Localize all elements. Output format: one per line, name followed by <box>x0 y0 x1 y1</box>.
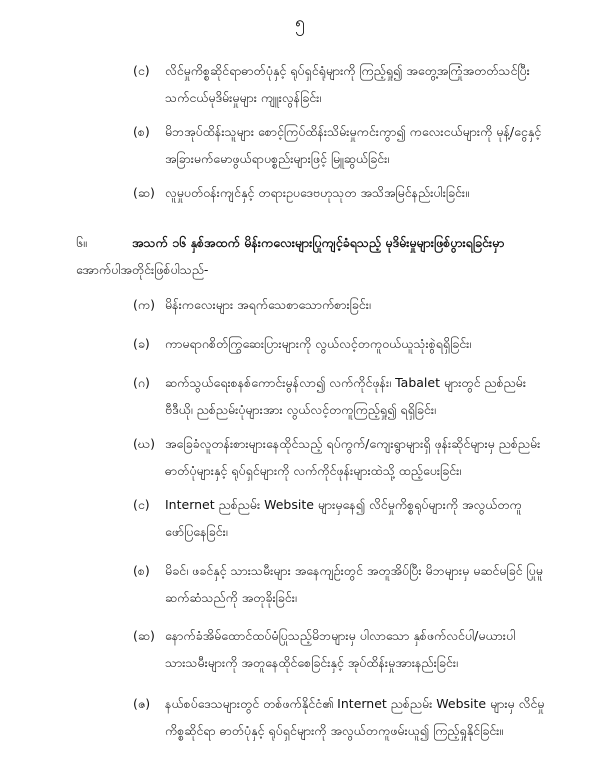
item-text: နယ်စပ်ဒေသများတွင် တစ်ဖက်နိုင်ငံ၏ Internet ညစ်ညမ်း Website များမှ လိင်မှု ကိစ္စဆိုင်ရာ ဓာတ်ပုံနှင့် ရုပ်ရှင်များကို အလွယ်တကူဖမ်းယူ၍ ကြည့်ရှုနိုင်ခြင်း။ <box>165 696 545 738</box>
item-marker: (ဆ) <box>133 185 155 200</box>
item-text: မိဘအုပ်ထိန်းသူများ စောင့်ကြပ်ထိန်းသိမ်းမှုကင်းကွာ၍ ကလေးငယ်များကို မုန့်/ငွေနှင့် အခြားမက်မောဖွယ်ရာပစ္စည်းများဖြင့် မြူဆွယ်ခြင်း၊ <box>165 124 542 166</box>
section-number: ၆။ <box>76 235 87 250</box>
item-marker: (ဃ) <box>133 436 155 451</box>
section-heading-line <box>76 229 554 283</box>
item-marker: (င) <box>133 63 150 78</box>
item-text: Internet ညစ်ညမ်း Website များမှနေ၍ လိင်မှုကိစ္စရုပ်များကို အလွယ်တကူ ဖော်ပြနေခြင်း၊ <box>165 497 522 539</box>
section-continuation: အောက်ပါအတိုင်းဖြစ်ပါသည်- <box>76 262 209 277</box>
item-text: လိင်မှုကိစ္စဆိုင်ရာဓာတ်ပုံနှင့် ရုပ်ရှင်ရုံများကို ကြည့်ရှု၍ အတွေ့အကြုံအတတ်သင်ပြီး သက်ငယ်မုဒိမ်းမှုများ ကျူးလွန်ခြင်း၊ <box>165 63 530 105</box>
item-text: အခြေခံလူတန်းစားများနေထိုင်သည့် ရပ်ကွက်/ကျေးရွာများရှိ ဖုန်းဆိုင်များမှ ညစ်ညမ်းဓာတ်ပုံများနှင့် ရုပ်ရှင်များကို လက်ကိုင်ဖုန်းများထဲသို့ ထည့်ပေးခြင်း၊ <box>165 436 541 478</box>
item-text: ဆက်သွယ်ရေးစနစ်ကောင်းမွန်လာ၍ လက်ကိုင်ဖုန်း၊ Tabalet များတွင် ညစ်ညမ်း ဗီဒီယို၊ ညစ်ညမ်းပုံများအား လွယ်လင့်တကူကြည့်ရှု၍ ရရှိခြင်း၊ <box>165 375 526 417</box>
list-item <box>133 622 553 676</box>
item-text: လူမှုပတ်ဝန်းကျင်နှင့် တရားဥပဒေဗဟုသုတ အသိအမြင်နည်းပါးခြင်း။ <box>165 185 469 200</box>
item-text: နောက်ခံအိမ်ထောင်ထပ်မံပြုသည့်မိဘများမှ ပါလာသော နှစ်ဖက်လင်ပါ/မယားပါ သားသမီးများကို အတူနေထိုင်စေခြင်းနှင့် အုပ်ထိန်းမှုအားနည်းခြင်း၊ <box>165 628 516 670</box>
list-item <box>133 57 553 111</box>
page-number: ၅ <box>294 12 306 33</box>
list-item <box>133 330 553 357</box>
list-item <box>133 430 553 484</box>
item-marker: (ဇ) <box>133 696 151 711</box>
item-marker: (ဆ) <box>133 628 155 643</box>
list-item <box>133 179 553 206</box>
item-marker: (ခ) <box>133 336 150 351</box>
list-item <box>133 491 553 545</box>
list-item <box>133 557 553 611</box>
list-item <box>133 118 553 172</box>
list-item <box>133 369 553 423</box>
item-marker: (ဂ) <box>133 375 150 390</box>
item-text: မိန်းကလေးများ အရက်သေစာသောက်စားခြင်း၊ <box>165 297 371 312</box>
item-text: ကာမရာဂစိတ်ကြွဆေးပြားများကို လွယ်လင့်တကူဝယ်ယူသုံးစွဲရရှိခြင်း၊ <box>165 336 472 351</box>
item-marker: (စ) <box>133 563 150 578</box>
section-heading: အသက် ၁၆ နှစ်အထက် မိန်းကလေးများပြုကျင့်ခံရသည့် မုဒိမ်းမှုများဖြစ်ပွားရခြင်းမှာ <box>132 235 505 250</box>
item-marker: (စ) <box>133 124 150 139</box>
section-paragraph <box>76 229 554 283</box>
item-marker: (က) <box>133 297 155 312</box>
item-text: မိခင်၊ ဖခင်နှင့် သားသမီးများ အနေကျဉ်းတွင် အတူအိပ်ပြီး မိဘများမှ မဆင်မခြင် ပြုမူဆက်ဆံသည်ကို အတုခိုးခြင်း၊ <box>165 563 543 605</box>
list-item <box>133 291 553 318</box>
list-item <box>133 690 553 744</box>
item-marker: (င) <box>133 497 150 512</box>
